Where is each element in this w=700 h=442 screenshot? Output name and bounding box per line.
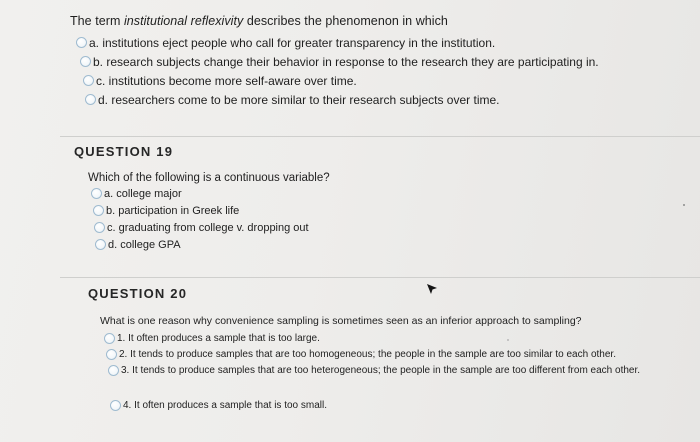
mouse-pointer-icon [426,283,438,295]
question-18-option-d[interactable] [85,90,688,109]
question-19-prompt: Which of the following is a continuous variable? [88,172,330,184]
question-20-title: QUESTION 20 [88,286,188,301]
question-20-option-4[interactable] [110,397,690,413]
question-20-option-3[interactable] [108,362,690,378]
question-20-prompt: What is one reason why convenience sampling is sometimes seen as an inferior approach to sampling? [100,315,582,327]
option-label: d. researchers come to be more similar to their research subjects over time. [98,92,500,107]
option-label: a. college major [104,187,182,200]
radio-button-icon[interactable] [94,222,105,233]
question-20-option-2[interactable] [106,346,690,362]
question-19-option-b[interactable] [93,202,686,219]
question-18-prompt: The term institutional reflexivity describes the phenomenon in which [70,14,448,28]
question-20-option-1[interactable] [104,330,690,346]
radio-button-icon[interactable] [91,188,102,199]
question-18-prompt-emphasis: institutional reflexivity [123,14,244,28]
radio-button-icon[interactable] [95,239,106,250]
screen-speck [507,339,509,341]
radio-button-icon[interactable] [80,56,91,67]
radio-button-icon[interactable] [106,349,117,360]
option-label: b. research subjects change their behavior in response to the research they are participating in. [93,54,599,69]
radio-button-icon[interactable] [83,75,94,86]
section-divider [60,136,700,137]
option-label: c. institutions become more self-aware over time. [96,73,357,88]
option-label: 1. It often produces a sample that is too large. [117,332,320,344]
question-19-option-d[interactable] [95,236,686,253]
question-19 [86,172,686,253]
question-19-option-c[interactable] [94,219,686,236]
radio-button-icon[interactable] [93,205,104,216]
option-label: 2. It tends to produce samples that are too homogeneous; the people in the sample are too similar to each other. [119,348,616,360]
option-label: d. college GPA [108,238,181,251]
radio-button-icon[interactable] [85,94,96,105]
question-18-option-b[interactable] [80,52,688,71]
option-label: c. graduating from college v. dropping out [107,221,309,234]
radio-button-icon[interactable] [76,37,87,48]
radio-button-icon[interactable] [110,400,121,411]
question-19-option-a[interactable] [91,185,686,202]
question-20 [100,315,690,413]
question-19-title: QUESTION 19 [74,144,174,159]
option-label: 4. It often produces a sample that is too small. [123,399,327,411]
option-label: 3. It tends to produce samples that are too heterogeneous; the people in the sample are too different from each other. [121,364,641,376]
radio-button-icon[interactable] [108,365,119,376]
screen-speck [683,204,685,206]
question-18-option-c[interactable] [83,71,688,90]
section-divider [60,277,700,278]
option-label: b. participation in Greek life [106,204,240,217]
radio-button-icon[interactable] [104,333,115,344]
question-18-option-a[interactable] [76,33,688,52]
question-18 [68,14,688,109]
option-label: a. institutions eject people who call for greater transparency in the institution. [89,35,496,50]
